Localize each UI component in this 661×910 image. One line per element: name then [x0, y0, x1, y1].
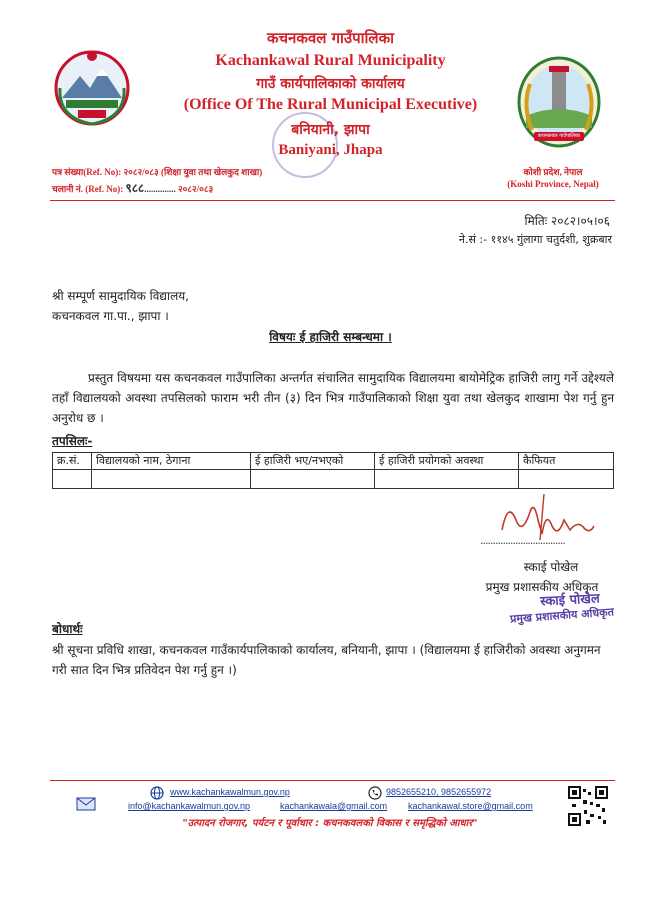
cc-text: श्री सूचना प्रविधि शाखा, कचनकवल गाउँकार्यपालिकाको कार्यालय, बनियानी, झापा । (विद्यालयमा ई हाजिरीको अवस्था अनुगमन गरी सात दिन भित्र प्रतिवेदन पेश गर्नु हुन ।)	[52, 643, 601, 677]
office-name-np: गाउँ कार्यपालिकाको कार्यालय	[256, 76, 405, 92]
phone-icon	[368, 785, 382, 799]
header-school-name: विद्यालयको नाम, ठेगाना	[92, 453, 251, 470]
globe-icon	[150, 785, 164, 799]
ref-number: पत्र संख्या(Ref. No): २०८२/०८३ (शिक्षा युवा तथा खेलकुद शाखा)	[52, 167, 263, 177]
header-usage-status: ई हाजिरी प्रयोगको अवस्था	[375, 453, 519, 470]
footer-divider	[50, 780, 615, 781]
cc-label: बोधार्थः	[52, 622, 83, 636]
table-header-row	[53, 453, 614, 470]
nepal-sambat-date: ने.सं :- ११४५ गुंलागा चतुर्दशी, शुक्रबार	[458, 233, 612, 246]
province-en: (Koshi Province, Nepal)	[507, 179, 599, 189]
header-remarks: कैफियत	[519, 453, 614, 470]
signatory-title: प्रमुख प्रशासकीय अधिकृत	[485, 580, 599, 594]
header-sn: क्र.सं.	[53, 453, 92, 470]
recipient-line-1: श्री सम्पूर्ण सामुदायिक विद्यालय,	[52, 289, 189, 303]
dispatch-number-label: चलानी नं. (Ref. No):	[52, 184, 124, 194]
date-line: मितिः २०८२।०५।०६	[524, 214, 610, 228]
signatory-name: स्काई पोखेल	[523, 560, 579, 574]
stamp-title: प्रमुख प्रशासकीय अधिकृत	[509, 605, 615, 626]
email-link-info[interactable]: info@kachankawalmun.gov.np	[128, 801, 251, 811]
header-divider	[50, 200, 615, 201]
dispatch-number: चलानी नं. (Ref. No): ९८८.............. २०८२/०८३	[52, 181, 214, 195]
phone-numbers: 9852655210, 9852655972	[386, 787, 492, 797]
recipient-line-2: कचनकवल गा.पा., झापा ।	[52, 309, 169, 323]
stamp-name: स्काई पोखेल	[539, 591, 601, 610]
municipality-name-en: Kachankawal Rural Municipality	[215, 52, 446, 69]
address-np: बनियानी, झापा	[291, 122, 370, 138]
email-link-gmail[interactable]: kachankawala@gmail.com	[280, 801, 388, 811]
details-table	[52, 452, 614, 489]
dispatch-number-value: ९८८	[125, 181, 145, 195]
body-paragraph: प्रस्तुत विषयमा यस कचनकवल गाउँपालिका अन्तर्गत संचालित सामुदायिक विद्यालयमा बायोमेट्रिक हाजिरी लागु गर्ने उद्देश्यले तहाँ विद्यालयको अवस्था तपसिलको फाराम भरी तीन (३) दिन भित्र गाउँपालिकाको शिक्षा युवा तथा खेलकुद शाखामा पेश गर्नु हुन अनुरोध छ ।	[52, 371, 614, 425]
address-en: Baniyani, Jhapa	[278, 142, 383, 158]
footer-slogan: "उत्पादन रोजगार, पर्यटन र पूर्वाधार : कचनकवलको विकास र समृद्धिको आधार"	[182, 818, 478, 829]
mail-icon	[76, 796, 96, 812]
header-attendance-status: ई हाजिरी भए/नभएको	[251, 453, 375, 470]
email-link-store[interactable]: kachankawal.store@gmail.com	[408, 801, 533, 811]
website-link[interactable]: www.kachankawalmun.gov.np	[170, 787, 290, 797]
dispatch-year: २०८२/०८३	[177, 184, 214, 194]
signature-dots: ..................................	[480, 534, 565, 547]
municipality-name-np: कचनकवल गाउँपालिका	[266, 29, 395, 47]
details-label: तपसिलः-	[52, 434, 93, 448]
letter-subject: विषयः ई हाजिरी सम्बन्धमा ।	[269, 330, 392, 344]
office-name-en: (Office Of The Rural Municipal Executive)	[183, 96, 478, 113]
logo-ribbon-text: कचनकवल गाउँपालिका	[537, 133, 581, 139]
province-np: कोशी प्रदेश, नेपाल	[523, 167, 583, 177]
table-row	[53, 470, 614, 489]
qr-code-icon	[568, 786, 608, 826]
